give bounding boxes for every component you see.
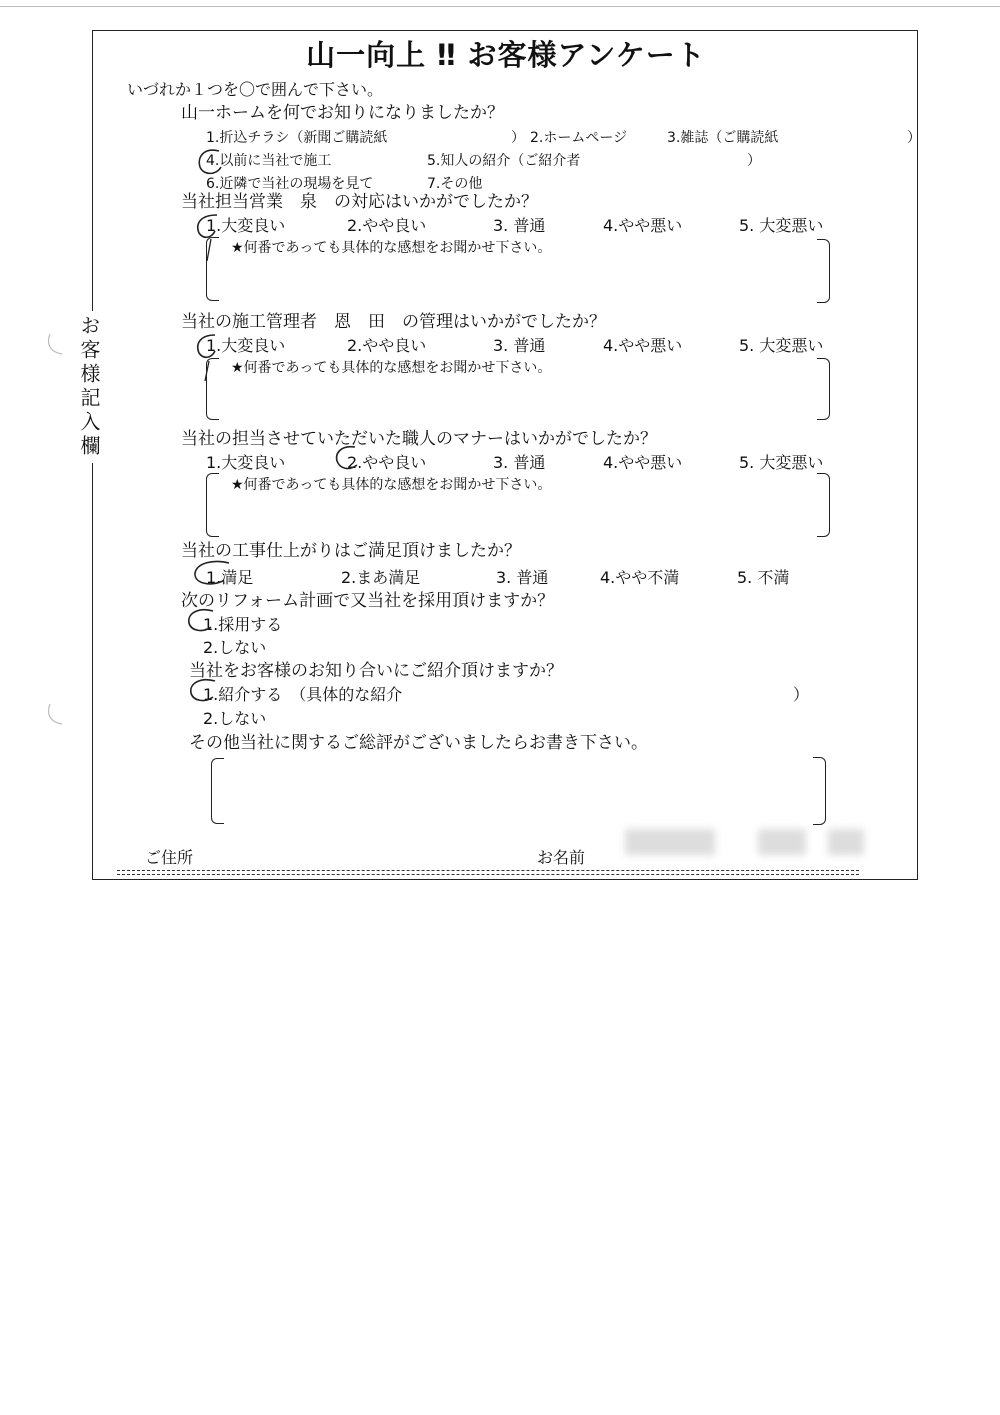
q1-option-6[interactable]: 6.近隣で当社の現場を見て — [206, 176, 374, 192]
redacted-name-part-3 — [828, 829, 864, 855]
q5-text: 当社の工事仕上がりはご満足頂けましたか？ — [181, 541, 521, 561]
q3-comment-area[interactable] — [221, 373, 801, 413]
address-label: ご住所 — [145, 848, 194, 867]
q1-option-4[interactable]: 4.以前に当社で施工 — [206, 153, 332, 169]
q3-comment-bracket-left — [206, 358, 219, 420]
q7-option-2[interactable]: 2.しない — [203, 709, 267, 728]
q3-comment-bracket-right — [817, 358, 830, 420]
q2-option-4[interactable]: 4.やや悪い — [603, 216, 683, 235]
q8-comment-area[interactable] — [227, 765, 802, 817]
q7-text: 当社をお客様のお知り合いにご紹介頂けますか？ — [189, 661, 563, 681]
q1-option-3[interactable]: 3.雑誌（ご購読紙 — [667, 130, 779, 146]
q3-text: 当社の施工管理者 恩 田 の管理はいかがでしたか？ — [181, 312, 606, 332]
q1-text: 山一ホームを何でお知りになりましたか？ — [181, 103, 504, 123]
q7-option-1-close: ） — [793, 685, 810, 704]
q2-option-1[interactable]: 1.大変良い — [206, 216, 286, 235]
q5-option-4[interactable]: 4.やや不満 — [600, 568, 680, 587]
q8-text: その他当社に関するご総評がございましたらお書き下さい。 — [189, 733, 648, 753]
address-field[interactable] — [213, 839, 533, 867]
q4-option-5[interactable]: 5. 大変悪い — [739, 453, 824, 472]
q3-option-4[interactable]: 4.やや悪い — [603, 336, 683, 355]
survey-form — [77, 30, 921, 880]
q1-option-5[interactable]: 5.知人の紹介（ご紹介者 — [427, 153, 581, 169]
q3-option-5[interactable]: 5. 大変悪い — [739, 336, 824, 355]
q1-option-2[interactable]: 2.ホームページ — [530, 130, 628, 146]
q5-option-2[interactable]: 2.まあ満足 — [341, 568, 421, 587]
q6-option-2[interactable]: 2.しない — [203, 638, 267, 657]
instruction: いづれか１つを〇で囲んで下さい。 — [127, 80, 384, 99]
margin-punch-mark-top — [42, 330, 72, 360]
signature-dotted-line-2 — [117, 874, 859, 875]
q1-option-1-close: ） — [511, 130, 525, 146]
q4-comment-area[interactable] — [221, 491, 801, 531]
q3-option-3[interactable]: 3. 普通 — [493, 336, 546, 355]
q5-option-5[interactable]: 5. 不満 — [737, 568, 790, 587]
page-title: 山一向上 ‼ お客様アンケート — [306, 38, 706, 72]
q5-option-3[interactable]: 3. 普通 — [496, 568, 549, 587]
q7-option-1[interactable]: 1.紹介する （具体的な紹介 — [203, 685, 403, 704]
margin-punch-mark-bottom — [42, 700, 72, 730]
q2-option-2[interactable]: 2.やや良い — [347, 216, 427, 235]
redacted-name-part-2 — [758, 829, 806, 855]
q1-option-1[interactable]: 1.折込チラシ（新聞ご購読紙 — [206, 130, 388, 146]
name-label: お名前 — [537, 848, 586, 867]
q3-option-1[interactable]: 1.大変良い — [206, 336, 286, 355]
q1-option-7[interactable]: 7.その他 — [427, 176, 483, 192]
q1-option-3-close: ） — [907, 130, 921, 146]
q2-option-5[interactable]: 5. 大変悪い — [739, 216, 824, 235]
q2-option-3[interactable]: 3. 普通 — [493, 216, 546, 235]
q3-option-2[interactable]: 2.やや良い — [347, 336, 427, 355]
q4-text: 当社の担当させていただいた職人のマナーはいかがでしたか？ — [181, 429, 657, 449]
customer-entry-side-label: お客様記入欄 — [73, 311, 99, 463]
q2-comment-note: ★何番であっても具体的な感想をお聞かせ下さい。 — [231, 240, 552, 256]
signature-dotted-line — [117, 870, 859, 871]
q4-option-4[interactable]: 4.やや悪い — [603, 453, 683, 472]
q6-text: 次のリフォーム計画で又当社を採用頂けますか？ — [181, 591, 555, 611]
q4-option-1[interactable]: 1.大変良い — [206, 453, 286, 472]
q4-comment-bracket-right — [817, 473, 830, 537]
q4-comment-note: ★何番であっても具体的な感想をお聞かせ下さい。 — [231, 477, 552, 493]
q8-comment-bracket-right — [813, 757, 826, 825]
redacted-name-part-1 — [625, 829, 715, 855]
q2-text: 当社担当営業 泉 の対応はいかがでしたか？ — [181, 192, 538, 212]
q2-comment-area[interactable] — [221, 253, 801, 293]
q4-comment-bracket-left — [206, 473, 219, 537]
q4-option-3[interactable]: 3. 普通 — [493, 453, 546, 472]
q3-comment-note: ★何番であっても具体的な感想をお聞かせ下さい。 — [231, 360, 552, 376]
q5-option-1[interactable]: 1.満足 — [206, 568, 254, 587]
q4-option-2[interactable]: 2.やや良い — [347, 453, 427, 472]
q1-option-5-close: ） — [747, 153, 761, 169]
q2-comment-bracket-left — [206, 237, 219, 301]
q2-comment-bracket-right — [817, 239, 830, 303]
scan-top-edge — [0, 6, 1000, 7]
q8-comment-bracket-left — [211, 758, 224, 824]
q6-option-1[interactable]: 1.採用する — [203, 615, 283, 634]
